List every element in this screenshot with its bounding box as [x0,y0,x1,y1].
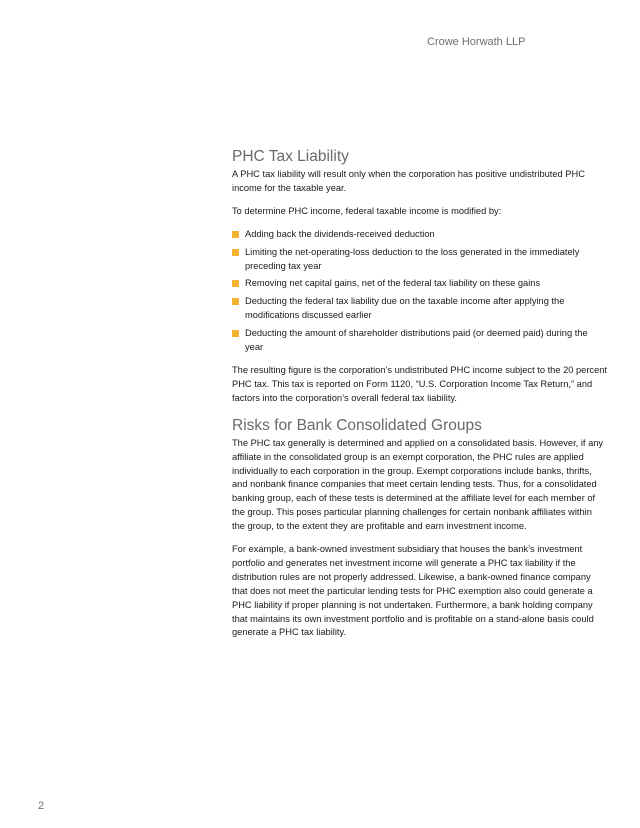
body-paragraph: The PHC tax generally is determined and applied on a consolidated basis. However, if any affiliate in the consolidated group is an exempt corporation, the PHC rules are applied individually to each corporation in the group. Exempt corporations include banks, thrifts, and nonbank finance companies that meet certain lending tests. Thus, for a consolidated banking group, each of these tests is determined at the affiliate level for each member of the group. This poses particular planning challenges for certain nonbank affiliates within the group, to the extent they are profitable and earn investment income. [232,437,604,532]
closing-paragraph: The resulting figure is the corporation’s undistributed PHC income subject to the 20 percent PHC tax. This tax is reported on Form 1120, “U.S. Corporation Income Tax Return,” and factors into the corporation’s overall federal tax liability. [232,364,608,403]
bullet-square-icon [232,249,239,256]
header-company-name: Crowe Horwath LLP [427,36,526,48]
list-item [232,277,607,291]
section-title: PHC Tax Liability [232,148,349,165]
page-number: 2 [38,800,45,812]
bullet-square-icon [232,231,239,238]
bullet-square-icon [232,280,239,287]
bullet-square-icon [232,330,239,337]
body-paragraph: For example, a bank-owned investment subsidiary that houses the bank’s investment portfolio and generates net investment income will generate a PHC tax liability if the distribution rules are not properly addressed. Likewise, a bank-owned finance company that does not meet the particular lending tests for PHC exemption also could generate a PHC liability if proper planning is not undertaken. Furthermore, a bank holding company that maintains its own investment portfolio and is profitable on a stand-alone basis could generate a PHC tax liability. [232,544,594,638]
list-item-text: Removing net capital gains, net of the federal tax liability on these gains [245,278,541,289]
list-item-text: Limiting the net-operating-loss deduction to the loss generated in the immediately preceding tax year [245,246,580,271]
list-item [232,327,607,355]
list-item [232,228,607,242]
list-item [232,246,607,274]
modification-list [232,228,607,355]
list-item-text: Deducting the federal tax liability due on the taxable income after applying the modifications discussed earlier [245,296,565,321]
section-bank-consolidated-groups [232,416,607,641]
bullet-square-icon [232,298,239,305]
main-content [232,147,607,649]
list-item-text: Adding back the dividends-received deduction [245,228,435,239]
lead-paragraph: To determine PHC income, federal taxable income is modified by: [232,205,502,216]
intro-paragraph: A PHC tax liability will result only when the corporation has positive undistributed PHC income for the taxable year. [232,169,585,193]
list-item-text: Deducting the amount of shareholder distributions paid (or deemed paid) during the year [245,328,588,353]
section-phc-tax-liability [232,147,607,406]
section-title: Risks for Bank Consolidated Groups [232,416,482,434]
list-item [232,295,607,323]
